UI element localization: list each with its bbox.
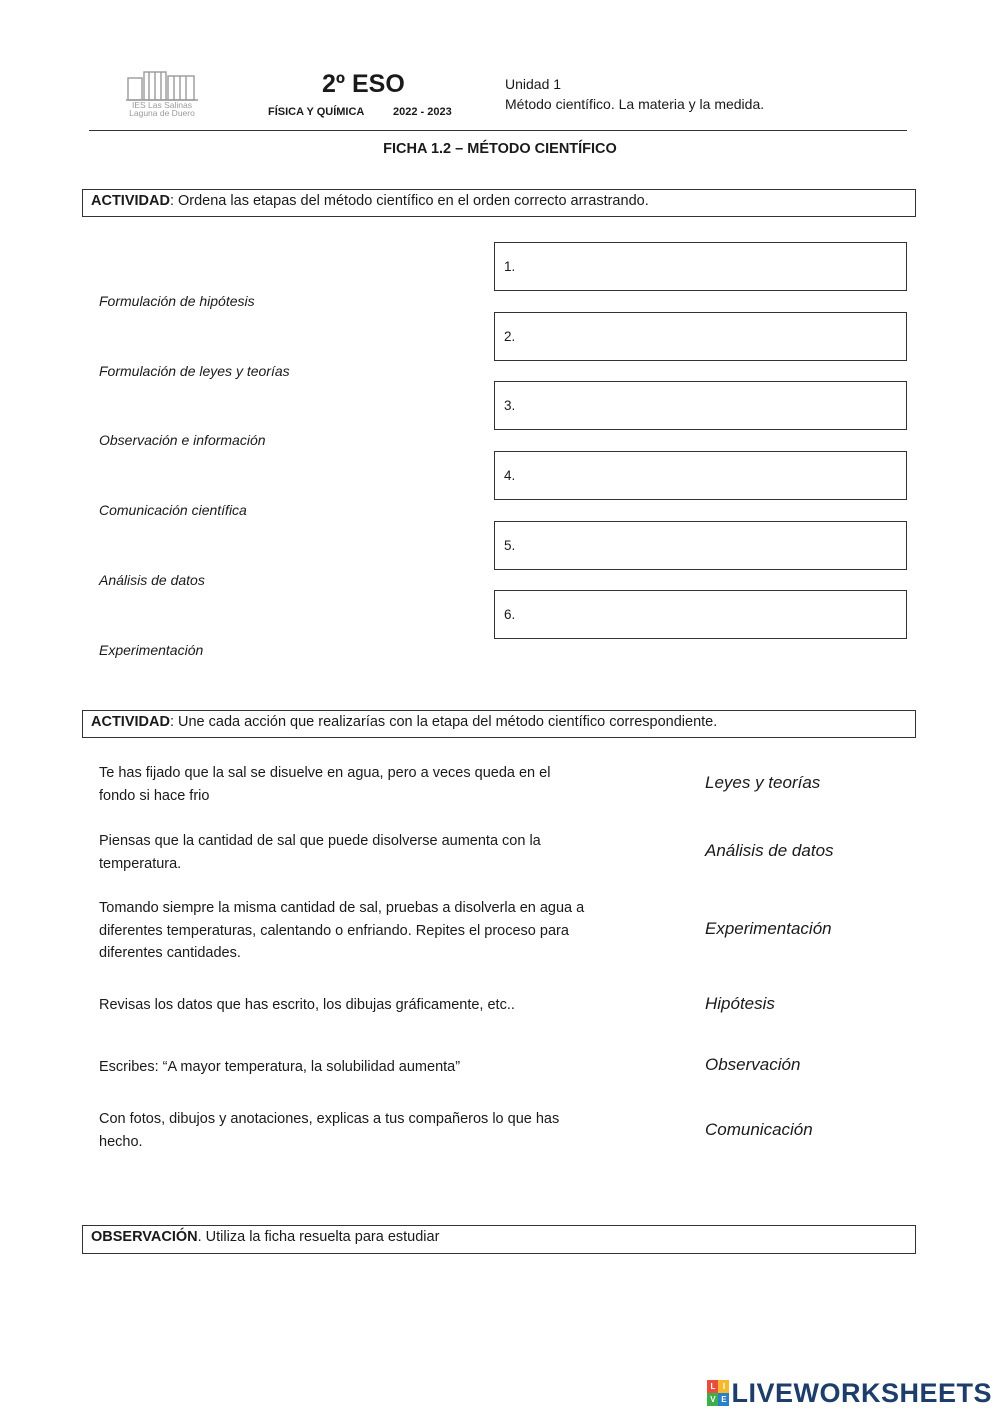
observation-label: OBSERVACIÓN: [91, 1229, 198, 1245]
match-target-analisis[interactable]: Análisis de datos: [705, 841, 834, 860]
activity-1-text: : Ordena las etapas del método científico en el orden correcto arrastrando.: [169, 193, 649, 209]
stage-item-hipotesis[interactable]: Formulación de hipótesis: [99, 293, 255, 309]
activity-1-instructions: [82, 189, 916, 217]
grade-heading: 2º ESO: [322, 70, 405, 98]
header-divider: [89, 130, 907, 131]
order-slot-2[interactable]: 2.: [494, 312, 907, 361]
order-slot-4[interactable]: 4.: [494, 451, 907, 500]
observation-text: . Utiliza la ficha resuelta para estudiar: [197, 1229, 440, 1245]
school-year: 2022 - 2023: [393, 106, 452, 118]
order-slot-5[interactable]: 5.: [494, 521, 907, 570]
activity-2-label: ACTIVIDAD: [91, 714, 170, 730]
unit-topic: Método científico. La materia y la medida.: [505, 96, 765, 112]
action-item-3[interactable]: Tomando siempre la misma cantidad de sal, pruebas a disolverla en agua a diferentes temperaturas, calentando o enfriando. Repites el proceso para diferentes cantidades.: [99, 900, 585, 961]
liveworksheets-icon: L I V E: [707, 1380, 729, 1406]
action-item-2[interactable]: Piensas que la cantidad de sal que puede disolverse aumenta con la temperatura.: [99, 833, 541, 872]
activity-1-label: ACTIVIDAD: [91, 193, 170, 209]
observation-note: [82, 1225, 916, 1254]
activity-2-text: : Une cada acción que realizarías con la etapa del método científico correspondiente.: [169, 714, 718, 730]
action-item-1[interactable]: Te has fijado que la sal se disuelve en agua, pero a veces queda en el fondo si hace frio: [99, 765, 551, 804]
match-target-experimentacion[interactable]: Experimentación: [705, 919, 832, 938]
match-target-comunicacion[interactable]: Comunicación: [705, 1120, 813, 1139]
action-item-5[interactable]: Escribes: “A mayor temperatura, la solubilidad aumenta”: [99, 1059, 461, 1075]
stage-item-analisis[interactable]: Análisis de datos: [99, 572, 205, 588]
subject-label: FÍSICA Y QUÍMICA: [268, 106, 365, 118]
logo-caption: IES Las Salinas Laguna de Duero: [129, 100, 195, 118]
match-target-hipotesis[interactable]: Hipótesis: [705, 994, 775, 1013]
order-slot-6[interactable]: 6.: [494, 590, 907, 639]
stage-item-leyes[interactable]: Formulación de leyes y teorías: [99, 363, 290, 379]
order-slot-1[interactable]: 1.: [494, 242, 907, 291]
order-slot-3[interactable]: 3.: [494, 381, 907, 430]
stage-item-observacion[interactable]: Observación e información: [99, 432, 266, 448]
activity-2-instructions: [82, 710, 916, 738]
stage-item-experimentacion[interactable]: Experimentación: [99, 642, 204, 658]
match-target-leyes[interactable]: Leyes y teorías: [705, 773, 821, 792]
action-item-4[interactable]: Revisas los datos que has escrito, los dibujas gráficamente, etc..: [99, 997, 515, 1013]
sheet-title: FICHA 1.2 – MÉTODO CIENTÍFICO: [383, 141, 617, 157]
liveworksheets-wordmark: LIVEWORKSHEETS: [731, 1377, 992, 1408]
stage-item-comunicacion[interactable]: Comunicación científica: [99, 502, 247, 518]
match-target-observacion[interactable]: Observación: [705, 1055, 801, 1074]
unit-label: Unidad 1: [505, 76, 562, 92]
action-item-6[interactable]: Con fotos, dibujos y anotaciones, explicas a tus compañeros lo que has hecho.: [99, 1111, 560, 1150]
liveworksheets-logo[interactable]: [707, 1376, 992, 1410]
